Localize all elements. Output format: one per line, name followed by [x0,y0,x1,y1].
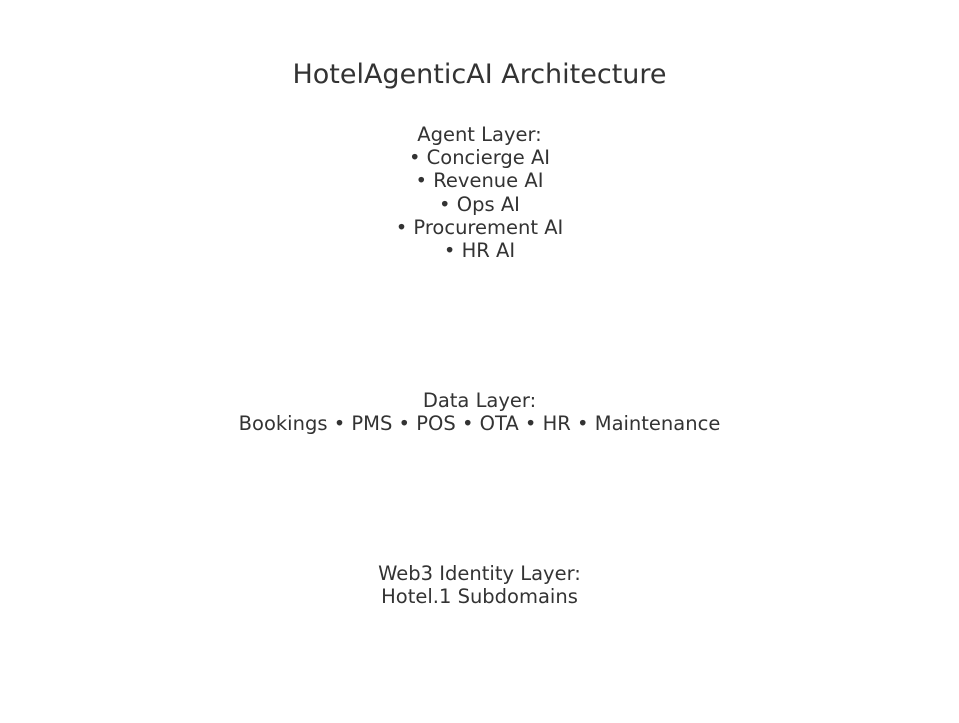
agent-item-concierge: • Concierge AI [0,146,959,169]
identity-layer-detail: Hotel.1 Subdomains [381,585,578,609]
agent-layer-heading: Agent Layer: [417,123,542,146]
identity-layer-heading: Web3 Identity Layer: [378,562,581,585]
agent-layer-block [0,123,959,262]
agent-item-hr: • HR AI [0,239,959,262]
data-layer-heading: Data Layer: [422,389,537,412]
data-layer-block [0,389,959,435]
agent-item-revenue: • Revenue AI [0,169,959,192]
data-layer-sources: Bookings • PMS • POS • OTA • HR • Maintenance [238,412,721,436]
agent-item-ops: • Ops AI [0,193,959,216]
agent-item-procurement: • Procurement AI [0,216,959,239]
identity-layer-block [0,562,959,608]
diagram-title: HotelAgenticAI Architecture [292,59,667,90]
